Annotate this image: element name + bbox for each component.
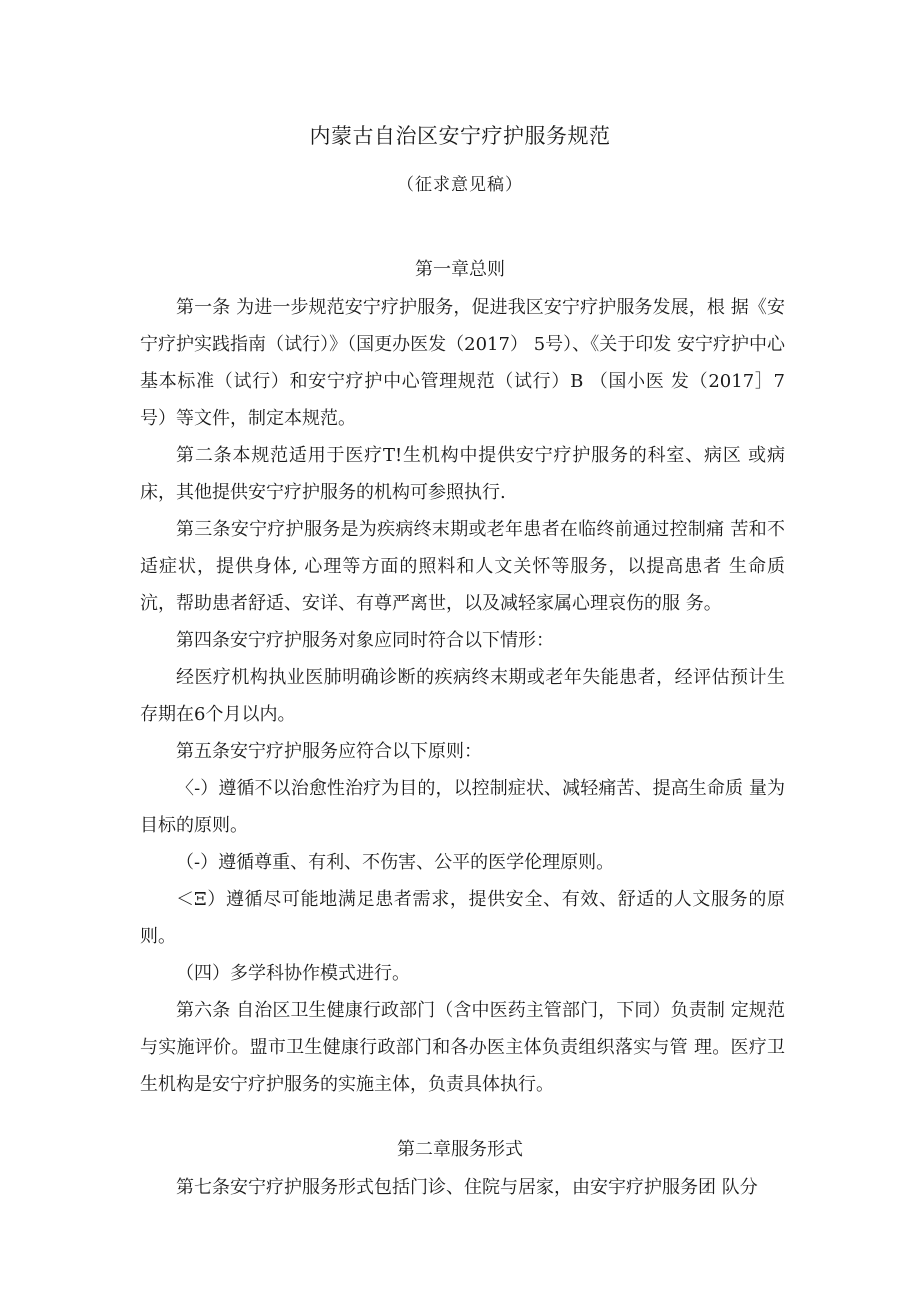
- paragraph: 第五条安宁疗护服务应符合以下原则：: [176, 741, 482, 762]
- paragraph: （-）遵循尊重、有利、不伤害、公平的医学伦理原则。: [176, 852, 615, 873]
- paragraph: 第一条 为进一步规范安宁疗护服务，促进我区安宁疗护服务发展，根 据《安宁疗护实践指南（试行）》（国更办医发（2017） 5号）、《关于印发 安宁疗护中心基本标准（试行）和安宁疗护中心管理规范（试行）B （国小医 发（2017］7号）等文件，制定本规范。: [140, 297, 785, 429]
- paragraph: 经医疗机构执业医肺明确诊断的疾病终末期或老年失能患者，经评估预计生存期在6个月以内。: [140, 667, 785, 725]
- paragraph: 第三条安宁疗护服务是为疾病终末期或老年患者在临终前通过控制痛 苦和不适症状，提供身体, 心理等方面的照料和人文关怀等服务，以提高患者 生命质沆，帮助患者舒适、安详、有尊严离世，以及减轻家属心理哀伤的服 务。: [140, 519, 785, 614]
- paragraph: 〈-）遵循不以治愈性治疗为目的，以控制症状、减轻痛苦、提高生命质 量为目标的原则。: [140, 778, 785, 836]
- chapter-heading: 第二章服务形式: [397, 1139, 523, 1160]
- document-subtitle: （征求意见稿）: [397, 175, 523, 195]
- paragraph: ＜Ξ）遵循尽可能地满足患者需求，提供安全、有效、舒适的人文服务的原则。: [140, 889, 785, 947]
- paragraph: 第二条本规范适用于医疗T!生机构中提供安宁疗护服务的科室、病区 或病床，其他提供安宁疗护服务的机构可参照执行.: [140, 445, 785, 503]
- paragraph: 第四条安宁疗护服务对象应同时符合以下情形：: [176, 630, 554, 651]
- document-title: 内蒙古自治区安宁疗护服务规范: [309, 124, 611, 148]
- paragraph: 第七条安宁疗护服务形式包括门诊、住院与居家，由安宇疗护服务团 队分: [176, 1177, 758, 1198]
- chapter-heading: 第一章总则: [415, 259, 505, 280]
- paragraph: 第六条 自治区卫生健康行政部门（含中医药主管部门，下同）负责制 定规范与实施评价。盟市卫生健康行政部门和各办医主体负责组织落实与管 理。医疗卫生机构是安宁疗护服务的实施主体，负责具体执行。: [140, 1000, 785, 1095]
- chapter-body: [140, 1169, 785, 1206]
- chapter-body: [140, 289, 785, 1103]
- paragraph: （四）多学科协作模式进行。: [176, 963, 410, 984]
